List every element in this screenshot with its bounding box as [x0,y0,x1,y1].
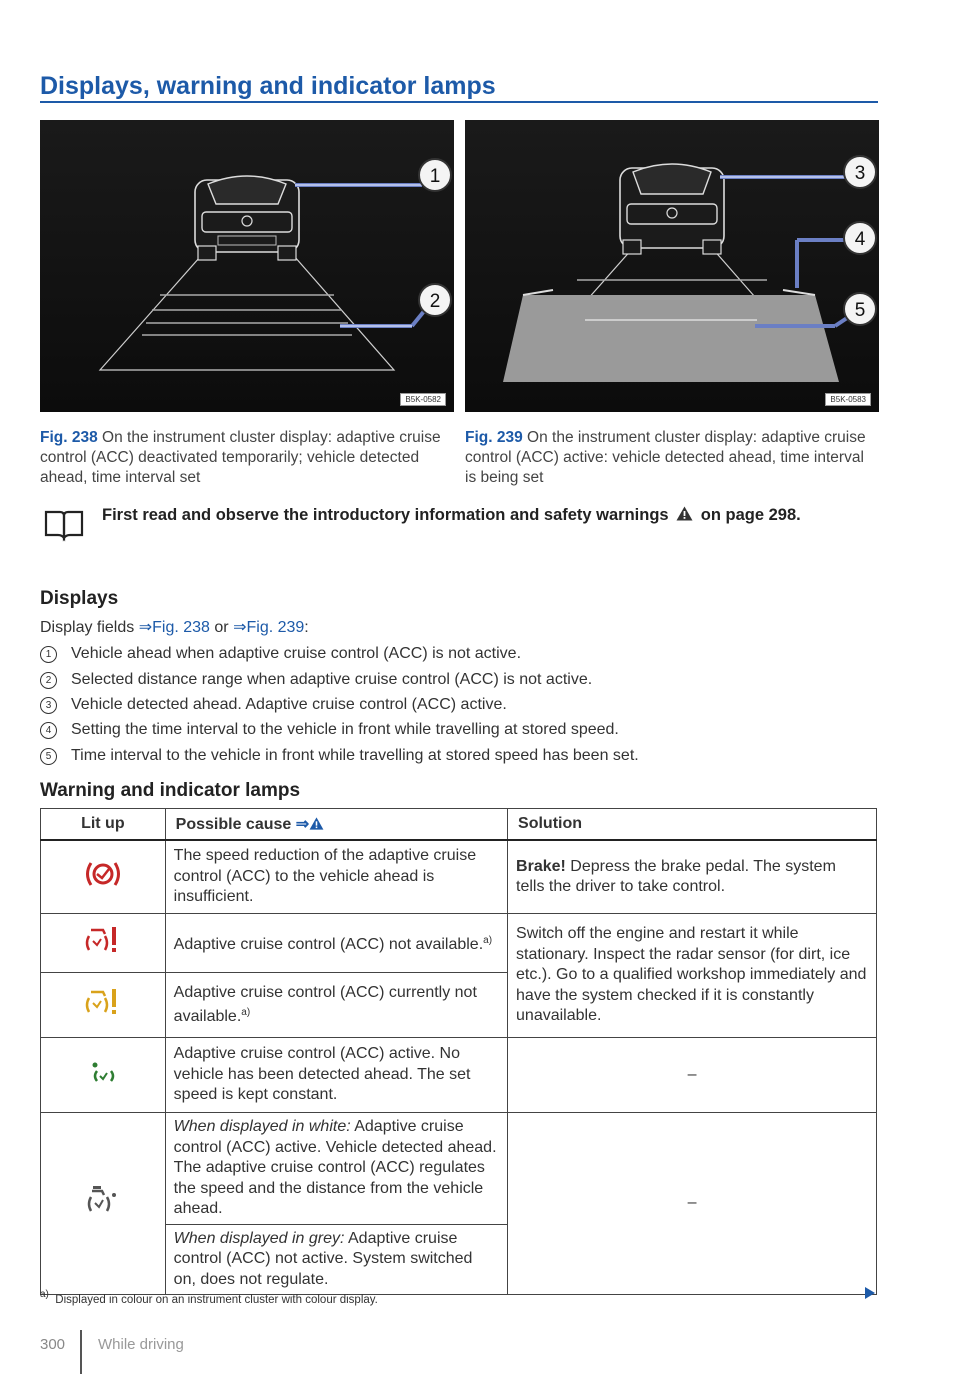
figure-239-image [465,120,879,412]
legend-number: 5 [40,748,57,765]
legend-item-3 [40,696,507,714]
solution-cell: – [508,1113,877,1295]
table-row [41,840,877,914]
svg-text:1: 1 [429,166,441,187]
legend-text: Time interval to the vehicle in front while travelling at stored speed has been set. [71,747,639,764]
cause-text: Adaptive cruise control (ACC) not active. System switched on, does not regulate. [173,1229,473,1288]
notice-text: First read and observe the introductory information and safety warnings [102,506,669,524]
cause-condition: When displayed in white: [173,1118,351,1135]
fig-239-link[interactable]: ⇒Fig. 239 [233,619,305,636]
legend-number: 2 [40,672,57,689]
brake-warning-icon [83,859,123,889]
intro-text: Display fields [40,619,135,636]
cause-label: Possible cause [175,816,292,833]
column-possible-cause [165,809,507,841]
cause-condition: When displayed in grey: [173,1229,345,1247]
cause-cell [165,1224,507,1295]
legend-item-5 [40,747,639,765]
figure-code: B5K-0582 [400,393,446,406]
legend-text: Selected distance range when adaptive cruise control (ACC) is not active. [71,671,593,688]
cause-text: Adaptive cruise control (ACC) active. Vehicle detected ahead. The adaptive cruise control (ACC) regulates the speed and the distance from the vehicle ahead. [173,1118,497,1217]
callout-3 [844,156,876,188]
cause-cell [165,1113,507,1225]
footnote-mark: a) [241,1007,251,1018]
cause-cell [165,973,507,1038]
legend-number: 1 [40,646,57,663]
solution-text: Depress the brake pedal. The system tells the driver to take control. [516,857,836,895]
legend-item-4 [40,721,619,739]
header-rule [40,101,878,103]
continue-arrow-icon [865,1287,875,1299]
caption-text: On the instrument cluster display: adaptive cruise control (ACC) active: vehicle detected ahead, time interval is being set [465,429,866,486]
cause-cell: Adaptive cruise control (ACC) active. No vehicle has been detected ahead. The set speed is kept constant. [165,1038,507,1113]
figure-label: Fig. 239 [465,429,523,446]
table-row [41,1038,877,1113]
acc-currently-unavailable-icon [83,986,123,1018]
table-row [41,1113,877,1225]
figure-code: B5K-0583 [825,393,871,406]
notice-page-ref: on page 298. [700,506,801,524]
legend-number: 3 [40,697,57,714]
callout-5 [844,293,876,325]
page-number: 300 [40,1336,66,1353]
solution-cell: Switch off the engine and restart it while stationary. Inspect the radar sensor (for dirt, ice etc.). Go to a qualified workshop immediately and have the system checked if it is constantly unavailable. [508,914,877,1038]
figure-238-image [40,120,454,412]
displays-heading: Displays [40,588,119,609]
svg-text:3: 3 [854,163,866,184]
colon: : [304,619,309,636]
legend-text: Vehicle ahead when adaptive cruise control (ACC) is not active. [71,645,522,662]
footnote-text: Displayed in colour on an instrument cluster with colour display. [55,1294,378,1306]
footnote [40,1289,378,1306]
cause-arrow: ⇒ [295,816,310,833]
fig-238-link[interactable]: ⇒Fig. 238 [138,619,210,636]
footer-divider [80,1330,82,1374]
legend-item-2 [40,671,592,689]
svg-text:4: 4 [854,229,866,250]
solution-cell [508,840,877,914]
cause-cell [165,914,507,973]
warning-icon [309,817,324,830]
displays-intro [40,617,309,637]
table-header-row [41,809,877,841]
acc-vehicle-detected-icon [83,1183,123,1217]
lamps-table [40,808,877,1295]
svg-text:2: 2 [429,291,441,312]
warning-icon [676,506,693,521]
figure-238-caption [40,428,450,488]
legend-item-1 [40,645,521,663]
section-name: While driving [98,1336,184,1353]
callout-2 [419,284,451,316]
figure-label: Fig. 238 [40,429,98,446]
callout-4 [844,222,876,254]
solution-cell: – [508,1038,877,1113]
cause-text: Adaptive cruise control (ACC) not available. [173,935,484,953]
table-row [41,914,877,973]
legend-text: Vehicle detected ahead. Adaptive cruise control (ACC) active. [71,696,507,713]
page-title: Displays, warning and indicator lamps [40,72,496,100]
cause-cell: The speed reduction of the adaptive cruise control (ACC) to the vehicle ahead is insufficient. [165,840,507,914]
solution-emphasis: Brake! [516,857,566,875]
legend-number: 4 [40,722,57,739]
footnote-mark: a) [40,1289,49,1300]
lamps-heading: Warning and indicator lamps [40,780,301,801]
or-text: or [214,619,229,636]
column-solution: Solution [508,809,877,841]
svg-text:5: 5 [854,300,866,321]
legend-text: Setting the time interval to the vehicle in front while travelling at stored speed. [71,721,619,738]
cause-text: Adaptive cruise control (ACC) currently not available. [173,983,477,1025]
column-lit-up: Lit up [41,809,166,841]
footnote-mark: a) [483,934,493,946]
acc-active-no-vehicle-icon [85,1057,121,1087]
callout-1 [419,159,451,191]
book-icon [42,508,86,542]
caption-text: On the instrument cluster display: adaptive cruise control (ACC) deactivated temporarily; vehicle detected ahead, time interval set [40,429,441,486]
acc-unavailable-icon [83,924,123,956]
figure-239-caption [465,428,875,488]
